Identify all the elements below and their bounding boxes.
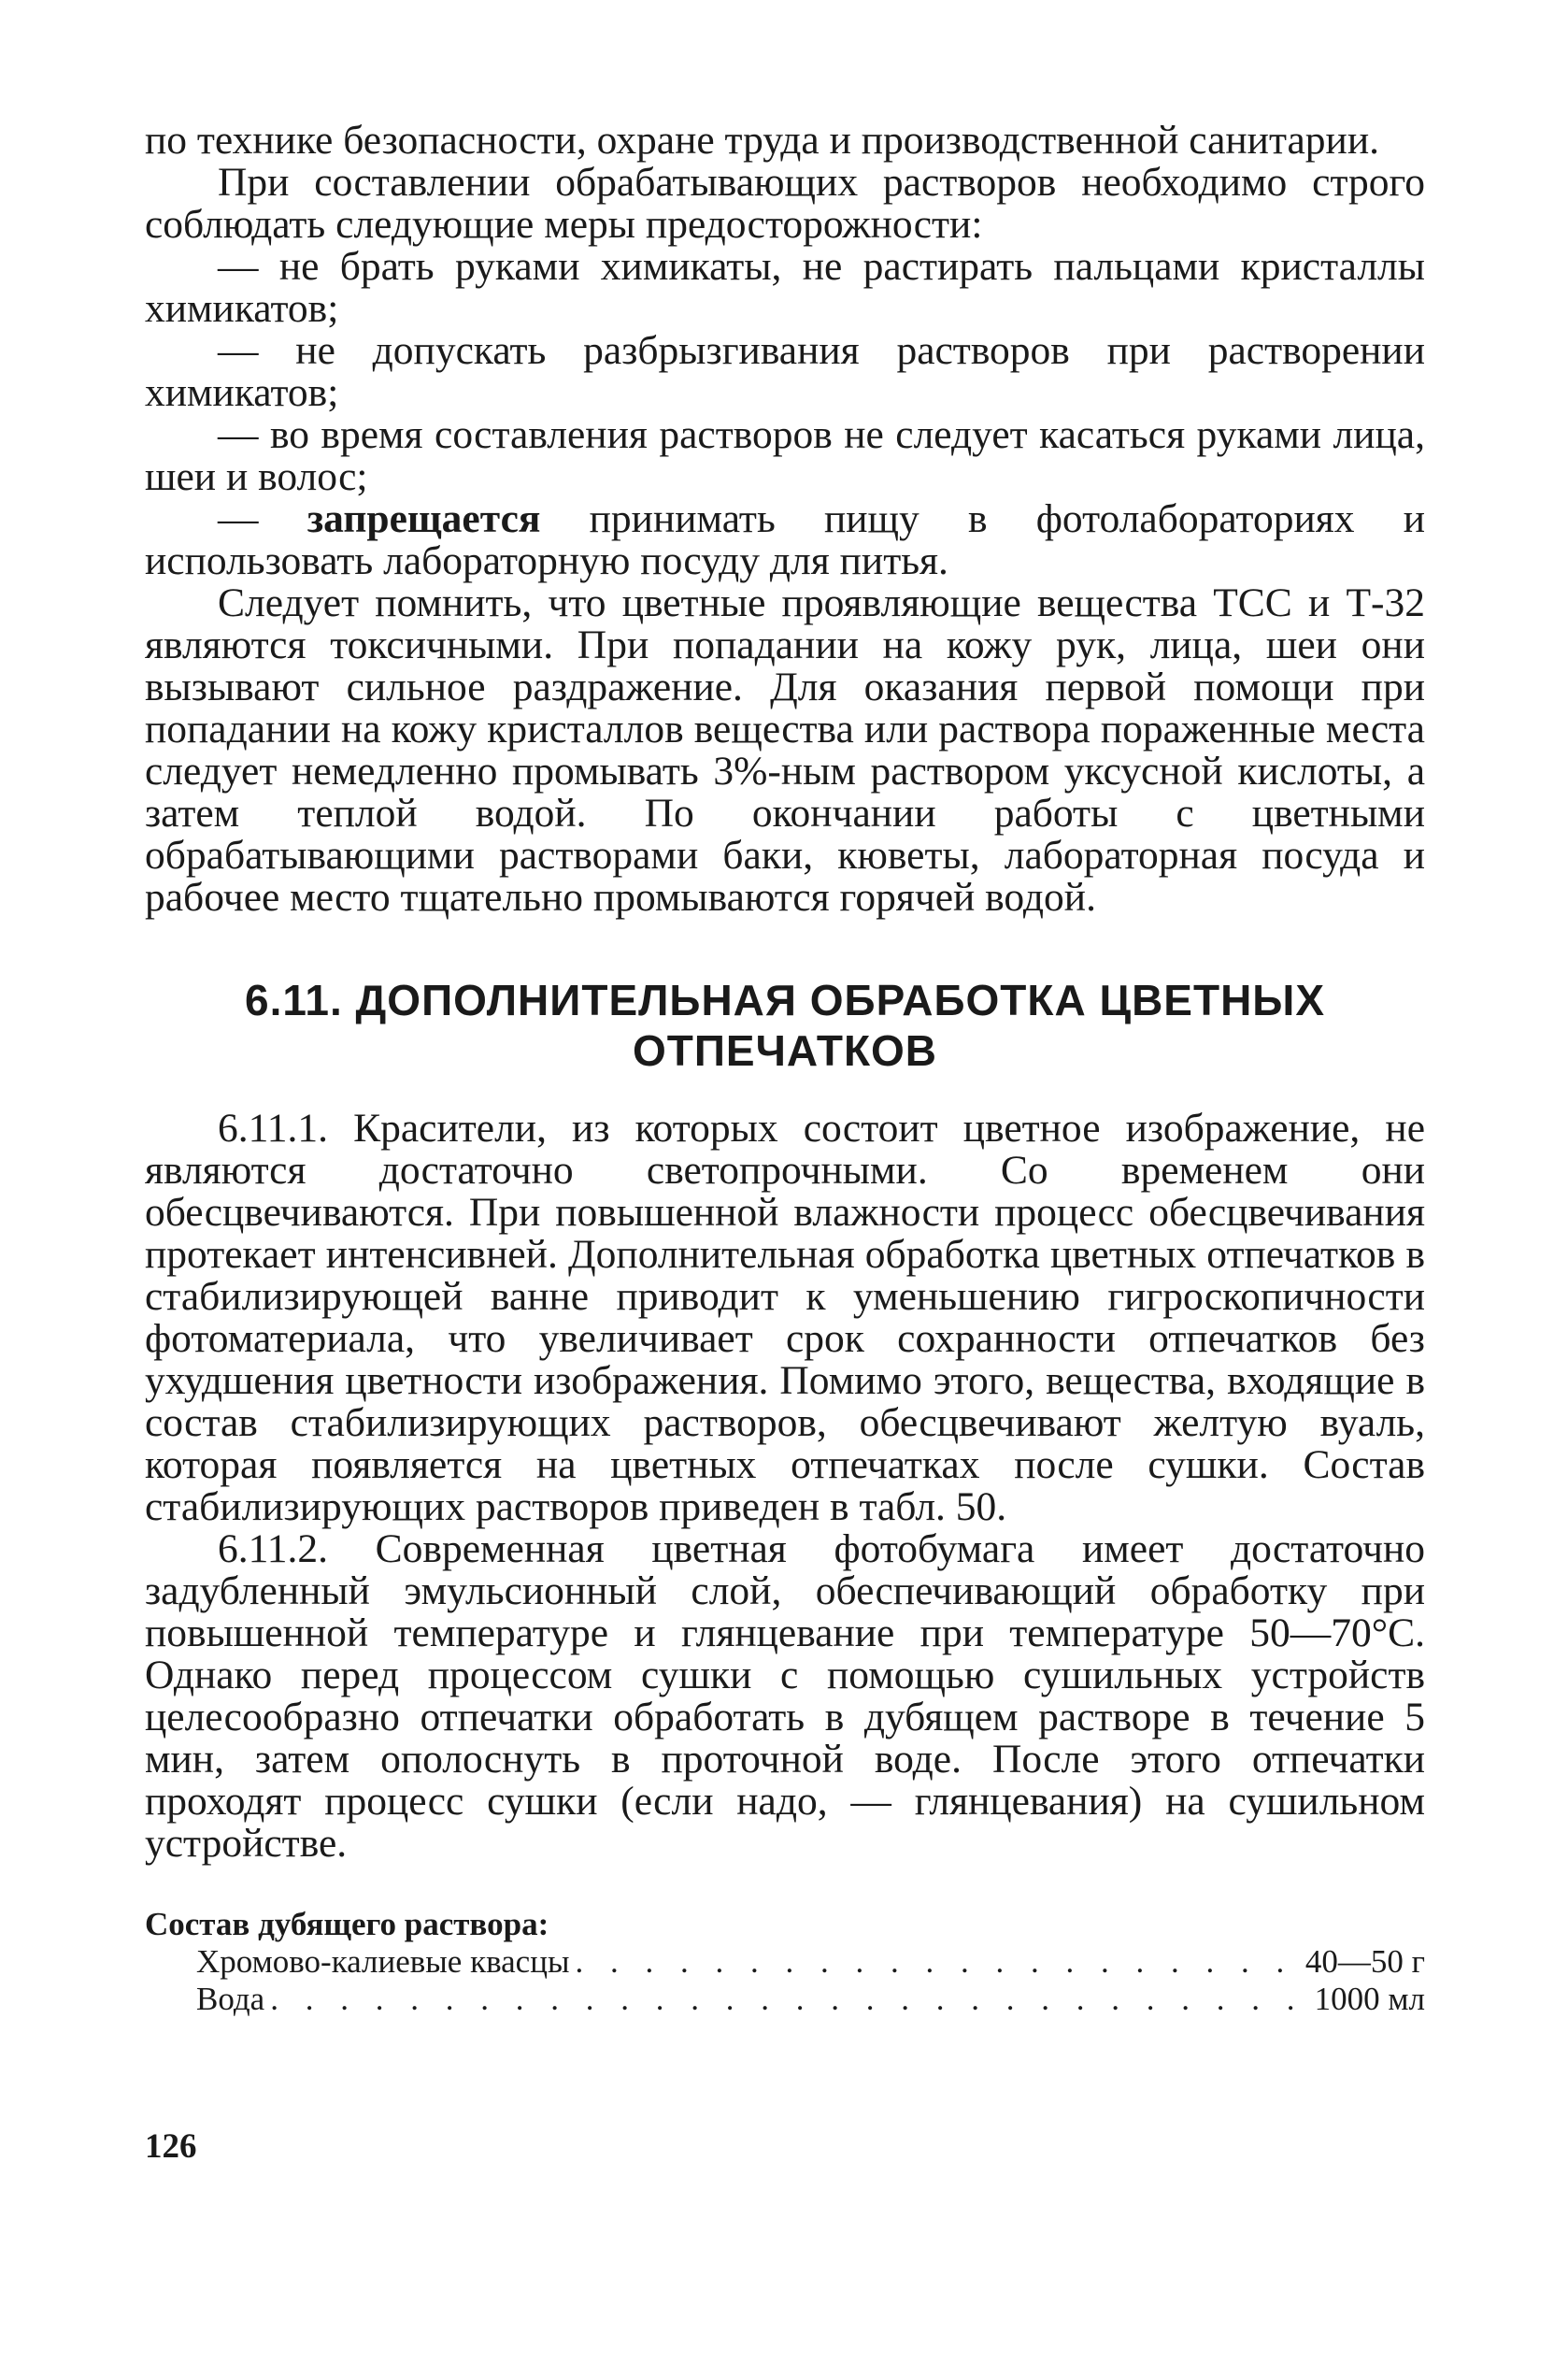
paragraph-toxicity-warning: Следует помнить, что цветные проявляющие вещества ТСС и Т-32 являются токсичными. При попадании на кожу рук, лица, шеи они вызывают сильное раздражение. Для оказания первой помощи при попадании на кожу кристаллов вещества или раствора пораженные места следует немедленно промывать 3%-ным раствором уксусной кислоты, а затем теплой водой. По окончании работы с цветными обрабатывающими растворами баки, кюветы, лабораторная посуда и рабочее место тщательно промываются горячей водой. — [145, 580, 1425, 920]
composition-item-amount: 40—50 г — [1304, 1943, 1425, 1980]
prohibited-emphasis: запрещается — [306, 496, 541, 541]
composition-item-name: Хромово-калиевые квасцы — [196, 1943, 570, 1980]
paragraph-6-11-1: 6.11.1. Красители, из которых состоит цветное изображение, не являются достаточно светопрочными. Со временем они обесцвечиваются. При повышенной влажности процесс обесцвечивания протекает интенсивней. Дополнительная обработка цветных отпечатков в стабилизирующей ванне приводит к уменьшению гигроскопичности фотоматериала, что увеличивает срок сохранности отпечатков без ухудшения цветности изображения. Помимо этого, вещества, входящие в состав стабилизирующих растворов, обесцвечивают желтую вуаль, которая появляется на цветных отпечатках после сушки. Состав стабилизирующих растворов приведен в табл. 50. — [145, 1106, 1425, 1529]
composition-title: Состав дубящего раствора: — [145, 1906, 549, 1942]
composition-row — [145, 1943, 1425, 1981]
page-content — [145, 120, 1425, 2018]
page-number: 126 — [145, 2127, 197, 2166]
precaution-prefix: — — [218, 496, 307, 541]
composition-item-amount: 1000 мл — [1314, 1981, 1425, 2017]
leader-dots — [270, 1981, 1301, 2018]
list-item-precaution: — во время составления растворов не следует касаться руками лица, шеи и волос; — [145, 412, 1425, 499]
precaution-rest: принимать пищу в фотолабораториях и использовать лабораторную посуду для питья. — [145, 496, 1425, 583]
list-item-precaution-prohibited — [145, 498, 1425, 582]
section-heading — [145, 975, 1425, 1076]
list-item-precaution: — не брать руками химикаты, не растирать пальцами кристаллы химикатов; — [145, 244, 1425, 331]
paragraph-6-11-2: 6.11.2. Современная цветная фотобумага имеет достаточно задубленный эмульсионный слой, обеспечивающий обработку при повышенной температуре и глянцевание при температуре 50—70°С. Однако перед процессом сушки с помощью сушильных устройств целесообразно отпечатки обработать в дубящем растворе в течение 5 мин, затем ополоснуть в проточной воде. После этого отпечатки проходят процесс сушки (если надо, — глянцевания) на сушильном устройстве. — [145, 1526, 1425, 1866]
composition-block — [145, 1906, 1425, 2018]
composition-item-name: Вода — [196, 1981, 265, 2017]
leader-dots — [575, 1943, 1291, 1981]
section-heading-line1: 6.11. ДОПОЛНИТЕЛЬНАЯ ОБРАБОТКА ЦВЕТНЫХ — [244, 976, 1325, 1024]
section-heading-line2: ОТПЕЧАТКОВ — [632, 1026, 938, 1075]
paragraph-safety-continuation: по технике безопасности, охране труда и производственной санитарии. — [145, 118, 1379, 163]
composition-row — [145, 1981, 1425, 2018]
list-item-precaution: — не допускать разбрызгивания растворов при растворении химикатов; — [145, 328, 1425, 415]
paragraph-precautions-intro: При составлении обрабатывающих растворов необходимо строго соблюдать следующие меры предосторожности: — [145, 160, 1425, 247]
